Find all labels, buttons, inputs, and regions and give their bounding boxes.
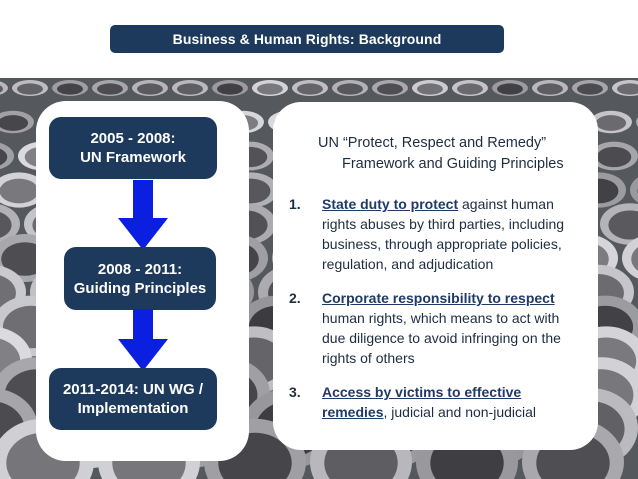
pipe-hole [417, 83, 443, 94]
slide-title: Business & Human Rights: Background [110, 25, 504, 53]
pillar-highlight: State duty to protect [322, 196, 459, 212]
pipe-end [630, 172, 638, 207]
timeline-label: Implementation [77, 400, 189, 417]
timeline-period: 2008 - 2011: [97, 260, 183, 278]
timeline-box-guiding-principles [64, 247, 216, 310]
pipe-hole [97, 83, 123, 94]
pillar-text: human rights, which means to act with due diligence to avoid infringing on the rights of others [322, 310, 561, 366]
pillar-number: 1. [289, 196, 301, 212]
pipe-hole [257, 83, 283, 94]
framework-title [318, 133, 564, 175]
framework-title-line2: Framework and Guiding Principles [342, 156, 564, 172]
pipe-hole [497, 83, 523, 94]
timeline-period: 2011-2014: UN WG / [62, 381, 204, 398]
pipe-hole [0, 179, 38, 204]
timeline-label: UN Framework [80, 149, 186, 166]
pipe-hole [457, 83, 483, 94]
pillar-number: 2. [289, 290, 301, 306]
timeline-period: 2005 - 2008: [90, 130, 176, 147]
pipe-hole [297, 83, 323, 94]
pillar-number: 3. [289, 384, 301, 400]
pipe-hole [377, 83, 403, 94]
framework-title-line1: UN “Protect, Respect and Remedy” [318, 135, 547, 151]
timeline-box-un-framework [49, 117, 217, 179]
pipe-hole [17, 83, 43, 94]
pipe-hole [577, 83, 603, 94]
pillar-text: against human rights abuses by third parties, including business, through appropriate policies, regulation, and adjudication [322, 196, 565, 272]
pillar-highlight: Access by victims to effective remedies [322, 384, 522, 420]
timeline-label: Guiding Principles [73, 279, 207, 297]
pillar-text: , judicial and non-judicial [383, 404, 537, 420]
pipe-hole [177, 83, 203, 94]
pipe-hole [217, 83, 243, 94]
pipe-hole [596, 115, 626, 131]
pipe-hole [57, 83, 83, 94]
pillar-highlight: Corporate responsibility to respect [322, 290, 555, 306]
pipe-hole [597, 147, 632, 167]
timeline-box-implementation [49, 368, 217, 430]
arrow-down-icon [118, 180, 168, 250]
pipe-hole [337, 83, 363, 94]
pipe-hole [137, 83, 163, 94]
pipe-hole [537, 83, 563, 94]
arrow-down-icon [118, 309, 168, 371]
